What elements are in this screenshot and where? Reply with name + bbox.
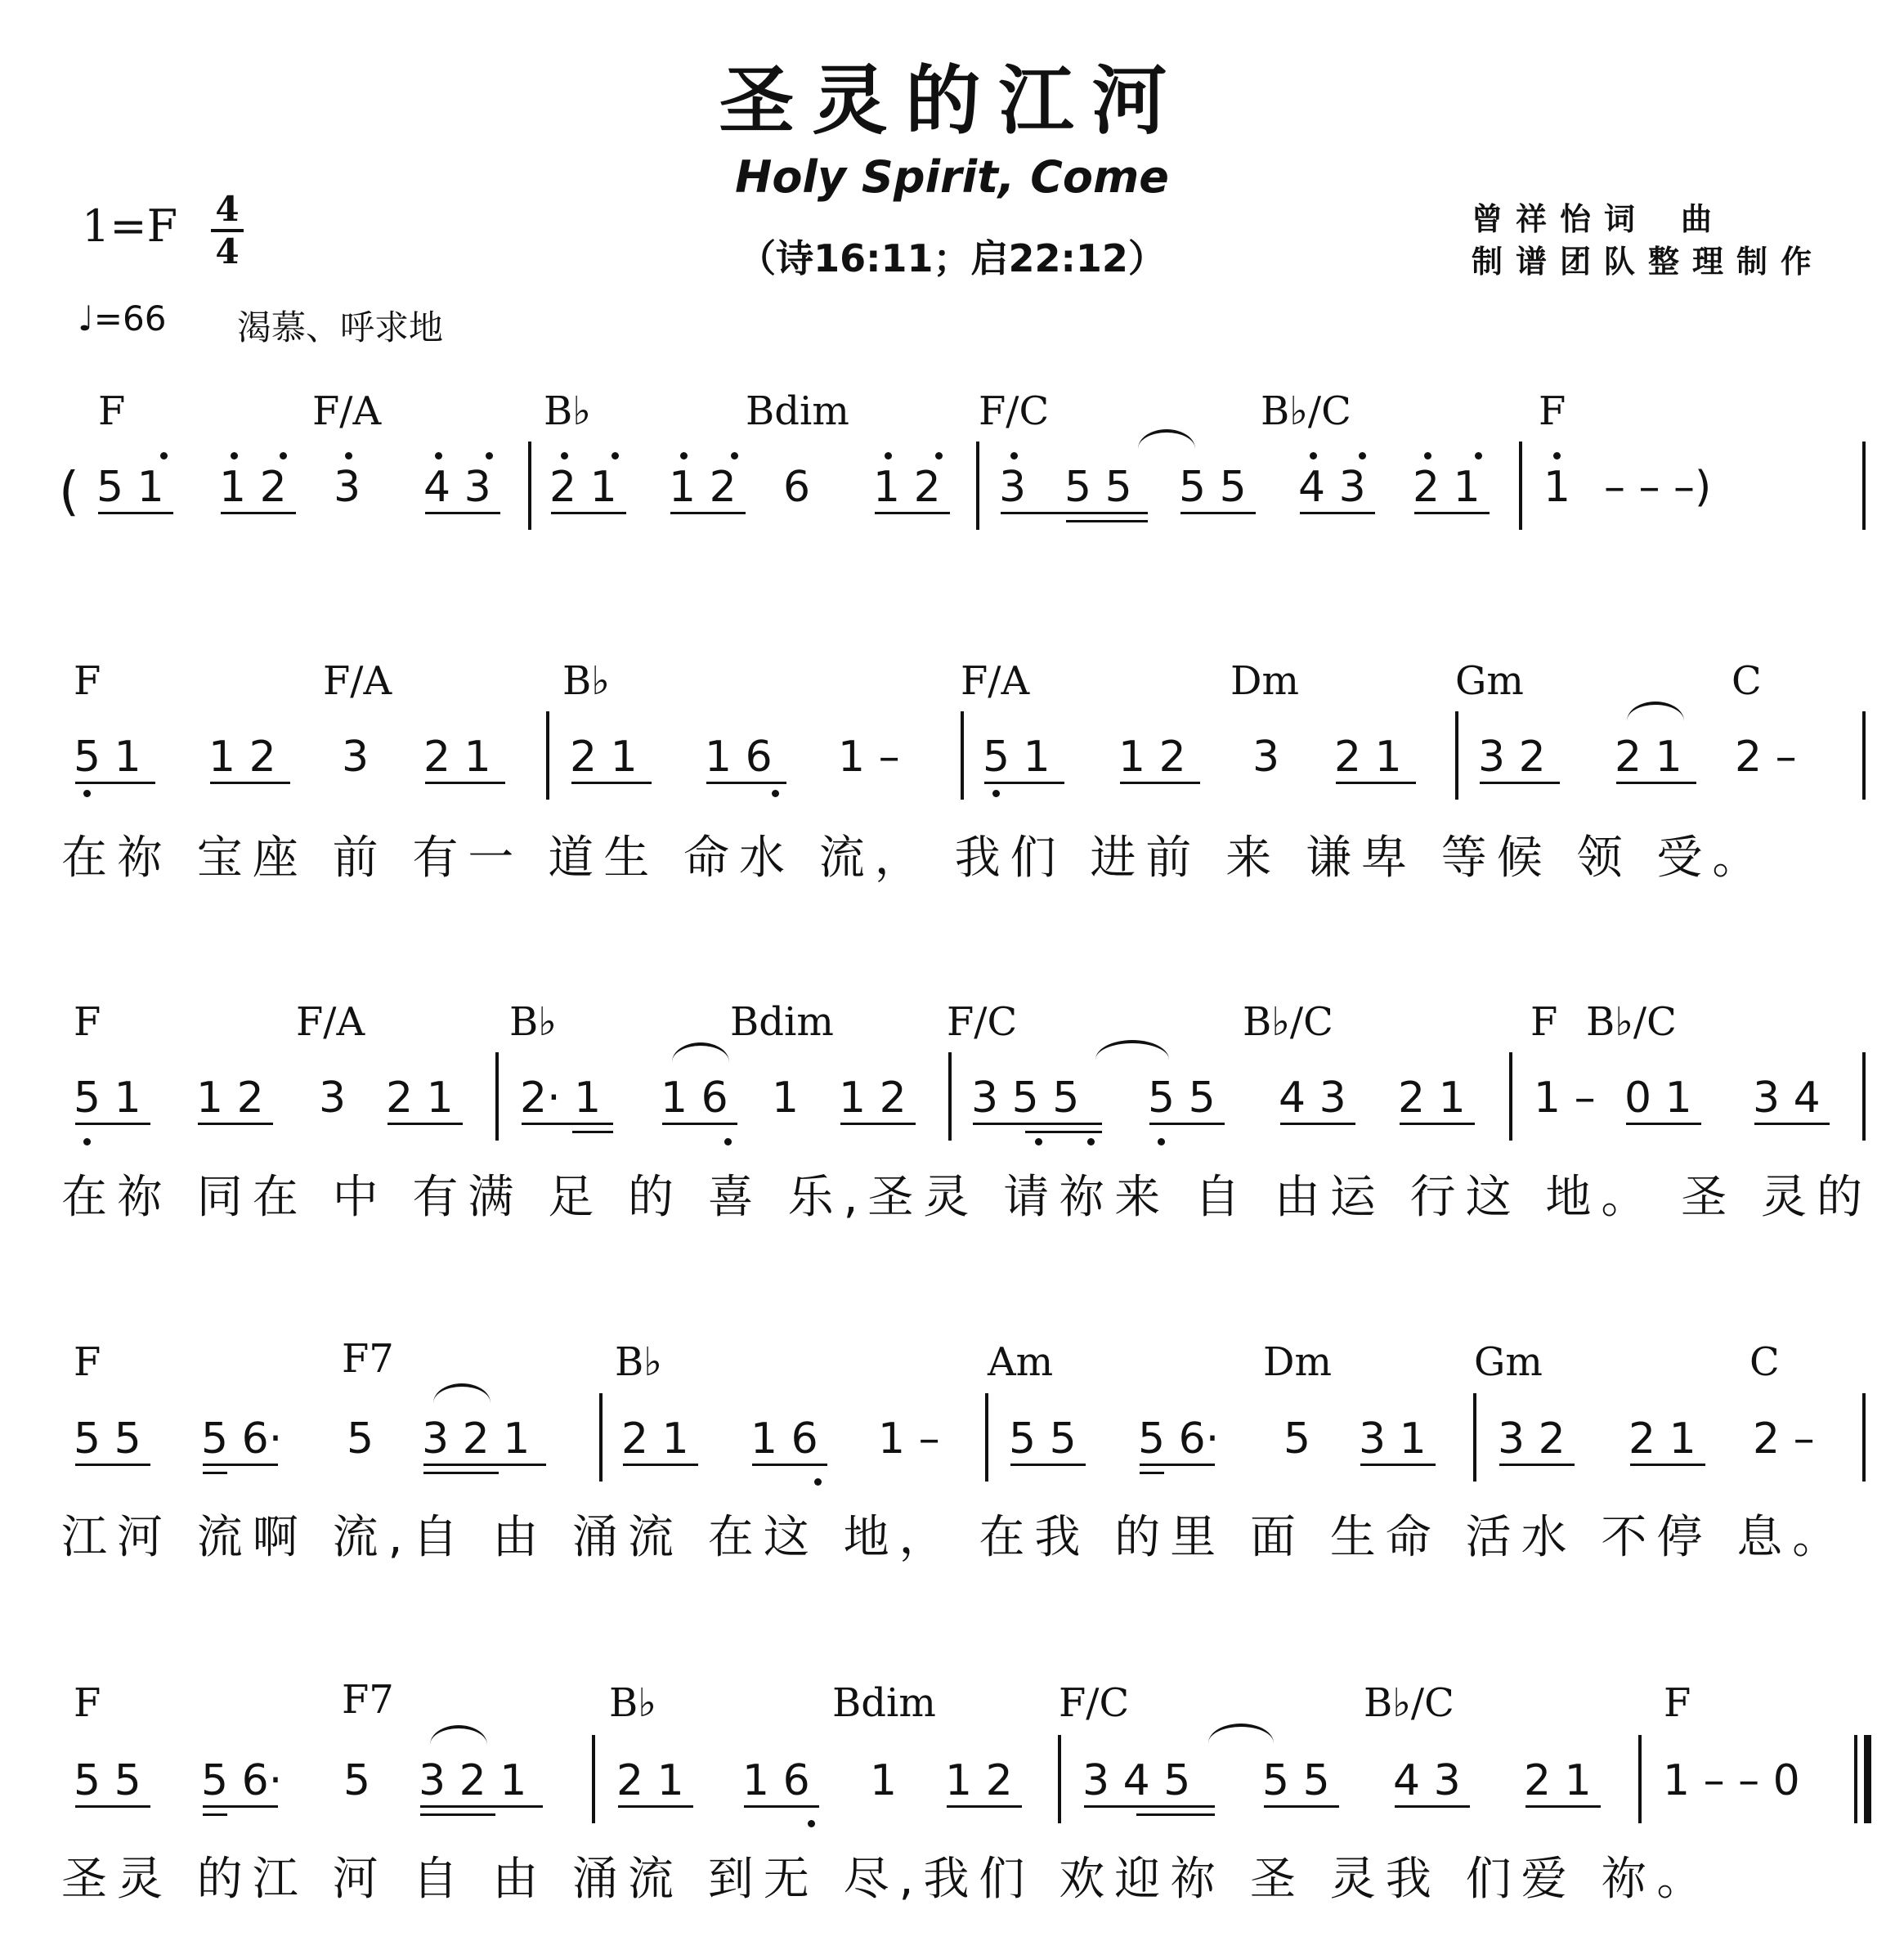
beam bbox=[984, 782, 1064, 784]
octave-dot bbox=[935, 452, 943, 459]
note-group: 3 5 5 bbox=[971, 1074, 1080, 1123]
chord: F bbox=[1539, 388, 1566, 434]
beam bbox=[875, 512, 950, 514]
note-group: 1 6 bbox=[742, 1756, 810, 1805]
beam bbox=[1025, 1131, 1102, 1133]
beam bbox=[198, 1123, 273, 1125]
note-group: 1 – bbox=[838, 733, 900, 782]
note-group: 3 4 5 bbox=[1082, 1756, 1191, 1805]
octave-dot bbox=[280, 452, 287, 459]
barline bbox=[1862, 1052, 1866, 1141]
beam bbox=[423, 1472, 499, 1474]
note-group: 3 bbox=[1252, 733, 1280, 782]
beam bbox=[662, 1123, 737, 1125]
octave-dot bbox=[1424, 452, 1431, 459]
note-group: 5 1 bbox=[983, 733, 1051, 782]
note-group: 2 1 bbox=[549, 463, 617, 512]
beam bbox=[522, 1123, 613, 1125]
note-group: 5 5 bbox=[1262, 1756, 1330, 1805]
octave-dot bbox=[1475, 452, 1482, 459]
note-group: 1 2 bbox=[945, 1756, 1013, 1805]
chord: F bbox=[74, 999, 101, 1045]
octave-dot bbox=[612, 452, 619, 459]
octave-dot bbox=[731, 452, 738, 459]
beam bbox=[420, 1805, 543, 1808]
beam bbox=[75, 1464, 150, 1466]
time-signature-top: 4 bbox=[215, 189, 240, 229]
beam bbox=[98, 512, 173, 514]
chord: F/A bbox=[296, 999, 365, 1045]
note-group: – – –) bbox=[1604, 463, 1712, 512]
barline bbox=[976, 442, 979, 530]
note-group: 1 2 bbox=[208, 733, 276, 782]
note-group: 5 bbox=[347, 1414, 374, 1464]
tie bbox=[672, 1042, 729, 1062]
chord: Dm bbox=[1263, 1339, 1332, 1385]
barline bbox=[546, 711, 549, 800]
lyrics-line: 在祢 同在 中 有满 足 的 喜 乐,圣灵 请祢来 自 由运 行这 地。 圣 灵的 bbox=[61, 1171, 1873, 1224]
beam bbox=[75, 1123, 150, 1125]
note-group: 5 5 bbox=[1148, 1074, 1216, 1123]
beam bbox=[1149, 1123, 1225, 1125]
note-group: 1 bbox=[1543, 463, 1571, 512]
note-group: 3 2 bbox=[1478, 733, 1546, 782]
barline bbox=[1058, 1735, 1061, 1823]
tie bbox=[1095, 1040, 1169, 1060]
chord: B♭ bbox=[609, 1680, 656, 1726]
beam bbox=[1280, 1123, 1355, 1125]
note-group: 1 6 bbox=[661, 1074, 728, 1123]
beam bbox=[1180, 512, 1256, 514]
note-group: 1 bbox=[870, 1756, 898, 1805]
barline bbox=[948, 1052, 952, 1141]
barline bbox=[1509, 1052, 1512, 1141]
note-group: 5 bbox=[1284, 1414, 1311, 1464]
note-group: 1 – bbox=[878, 1414, 940, 1464]
low-octave-dot bbox=[1035, 1138, 1042, 1145]
beam bbox=[670, 512, 746, 514]
beam bbox=[203, 1464, 278, 1466]
octave-dot bbox=[680, 452, 688, 459]
beam bbox=[1066, 520, 1148, 522]
octave-dot bbox=[561, 452, 568, 459]
tie bbox=[433, 1383, 491, 1403]
beam bbox=[203, 1813, 227, 1816]
note-group: 1 6 bbox=[750, 1414, 818, 1464]
chord: Gm bbox=[1455, 658, 1524, 704]
beam bbox=[752, 1464, 827, 1466]
chord: Dm bbox=[1230, 658, 1299, 704]
beam bbox=[1136, 1813, 1215, 1816]
note-group: 2 – bbox=[1753, 1414, 1815, 1464]
beam bbox=[706, 782, 786, 784]
chord: F bbox=[74, 1339, 101, 1385]
chord: C bbox=[1749, 1339, 1780, 1385]
note-group: 2 – bbox=[1735, 733, 1797, 782]
time-signature-bottom: 4 bbox=[215, 231, 240, 271]
note-group: 1 – bbox=[1534, 1074, 1596, 1123]
low-octave-dot bbox=[83, 1138, 91, 1145]
note-group: 3 2 bbox=[1498, 1414, 1566, 1464]
note-group: 2· 1 bbox=[520, 1074, 602, 1123]
note-group: 3 2 1 bbox=[419, 1756, 527, 1805]
note-group: 3 2 1 bbox=[422, 1414, 531, 1464]
credit-arranger: 制谱团队整理制作 bbox=[1472, 244, 1826, 280]
barline bbox=[528, 442, 531, 530]
lyrics-line: 江河 流啊 流,自 由 涌流 在这 地， 在我 的里 面 生命 活水 不停 息。 bbox=[61, 1511, 1848, 1564]
scripture-reference: （诗16:11；启22:12） bbox=[738, 236, 1166, 280]
note-group: 4 3 bbox=[1279, 1074, 1346, 1123]
beam bbox=[1001, 512, 1148, 514]
barline bbox=[961, 711, 964, 800]
low-octave-dot bbox=[1158, 1138, 1165, 1145]
beam bbox=[1499, 1464, 1575, 1466]
chord: B♭/C bbox=[1586, 999, 1677, 1045]
beam bbox=[1616, 782, 1696, 784]
beam bbox=[1010, 1464, 1086, 1466]
note-group: 4 3 bbox=[1393, 1756, 1461, 1805]
beam bbox=[1360, 1464, 1436, 1466]
beam bbox=[1525, 1805, 1601, 1808]
note-group: 5 5 bbox=[1009, 1414, 1077, 1464]
note-group: 1 2 bbox=[196, 1074, 264, 1123]
note-group: 2 1 bbox=[570, 733, 638, 782]
beam bbox=[1264, 1805, 1339, 1808]
expression-mark: 渴慕、呼求地 bbox=[237, 307, 444, 347]
low-octave-dot bbox=[83, 790, 91, 797]
chord: Bdim bbox=[730, 999, 834, 1045]
barline bbox=[1519, 442, 1522, 530]
chord: F/A bbox=[323, 658, 392, 704]
note-group: 0 1 bbox=[1624, 1074, 1692, 1123]
tie bbox=[1208, 1724, 1274, 1743]
beam bbox=[623, 1464, 698, 1466]
note-group: 4 3 bbox=[423, 463, 491, 512]
chord: B♭ bbox=[562, 658, 610, 704]
low-octave-dot bbox=[772, 790, 779, 797]
chord: F/C bbox=[1059, 1680, 1130, 1726]
note-group: 5 6· bbox=[1138, 1414, 1220, 1464]
beam bbox=[1300, 512, 1375, 514]
note-group: 2 1 bbox=[1398, 1074, 1466, 1123]
octave-dot bbox=[885, 452, 892, 459]
beam bbox=[388, 1123, 463, 1125]
beam bbox=[203, 1472, 227, 1474]
note-group: 2 1 bbox=[386, 1074, 454, 1123]
octave-dot bbox=[486, 452, 493, 459]
final-barline-thin bbox=[1854, 1735, 1857, 1823]
chord: B♭/C bbox=[1243, 999, 1333, 1045]
beam bbox=[1395, 1805, 1470, 1808]
beam bbox=[420, 1813, 495, 1816]
note-group: 2 1 bbox=[1413, 463, 1481, 512]
note-group: 2 1 bbox=[1334, 733, 1402, 782]
song-subtitle: Holy Spirit, Come bbox=[735, 151, 1169, 203]
barline bbox=[985, 1393, 988, 1482]
chord: C bbox=[1732, 658, 1762, 704]
note-group: 1 6 bbox=[705, 733, 773, 782]
chord: B♭/C bbox=[1261, 388, 1351, 434]
low-octave-dot bbox=[724, 1138, 732, 1145]
beam bbox=[1140, 1464, 1215, 1466]
note-group: 5 5 bbox=[74, 1756, 141, 1805]
tempo-mark: ♩=66 bbox=[78, 298, 167, 338]
credit-author: 曾祥怡词 bbox=[1472, 201, 1649, 237]
beam bbox=[1480, 782, 1560, 784]
tie bbox=[430, 1725, 487, 1745]
note-group: 5 6· bbox=[201, 1756, 283, 1805]
octave-dot bbox=[345, 452, 352, 459]
barline bbox=[1862, 1393, 1866, 1482]
chord: F bbox=[1530, 999, 1558, 1045]
note-group: 3 1 bbox=[1359, 1414, 1427, 1464]
note-group: 5 bbox=[343, 1756, 371, 1805]
note-group: 2 1 bbox=[1615, 733, 1682, 782]
beam bbox=[571, 782, 652, 784]
note-group: 1 2 bbox=[1118, 733, 1186, 782]
tie bbox=[1138, 429, 1195, 449]
barline bbox=[1862, 442, 1866, 530]
note-group: 3 bbox=[342, 733, 370, 782]
chord: Am bbox=[988, 1339, 1054, 1385]
octave-dot bbox=[435, 452, 442, 459]
credits bbox=[1472, 198, 1825, 283]
note-group: 5 5 bbox=[1064, 463, 1132, 512]
beam bbox=[1120, 782, 1200, 784]
chord: F7 bbox=[342, 1677, 394, 1723]
barline bbox=[1862, 711, 1866, 800]
chord: F/C bbox=[979, 388, 1050, 434]
note-group: 2 1 bbox=[621, 1414, 689, 1464]
barline bbox=[1455, 711, 1458, 800]
beam bbox=[423, 1464, 546, 1466]
key-signature: 1=F bbox=[82, 200, 178, 252]
note-group: 5 5 bbox=[1179, 463, 1247, 512]
chord: F/A bbox=[312, 388, 382, 434]
barline bbox=[592, 1735, 595, 1823]
lyrics-line: 在祢 宝座 前 有一 道生 命水 流， 我们 进前 来 谦卑 等候 领 受。 bbox=[61, 832, 1768, 885]
chord: F/A bbox=[961, 658, 1030, 704]
chord: Bdim bbox=[746, 388, 849, 434]
note-group: 1 2 bbox=[873, 463, 941, 512]
beam bbox=[221, 512, 296, 514]
beam bbox=[840, 1123, 916, 1125]
note-group: 3 4 bbox=[1753, 1074, 1821, 1123]
beam bbox=[1400, 1123, 1475, 1125]
note-group: 1 – – 0 bbox=[1663, 1756, 1800, 1805]
note-group: 6 bbox=[783, 463, 811, 512]
note-group: 1 2 bbox=[219, 463, 287, 512]
beam bbox=[973, 1123, 1102, 1125]
beam bbox=[210, 782, 290, 784]
chord: F bbox=[1664, 1680, 1691, 1726]
beam bbox=[1084, 1805, 1215, 1808]
beam bbox=[618, 1805, 693, 1808]
credit-author-tail: 曲 bbox=[1681, 201, 1726, 237]
chord: B♭ bbox=[509, 999, 557, 1045]
final-barline-thick bbox=[1864, 1735, 1871, 1823]
lyrics-line: 圣灵 的江 河 自 由 涌流 到无 尽,我们 欢迎祢 圣 灵我 们爱 祢。 bbox=[61, 1853, 1713, 1906]
beam bbox=[75, 782, 155, 784]
octave-dot bbox=[231, 452, 238, 459]
barline bbox=[1638, 1735, 1642, 1823]
chord: Bdim bbox=[832, 1680, 936, 1726]
octave-dot bbox=[1553, 452, 1561, 459]
chord: F7 bbox=[342, 1336, 394, 1382]
note-group: 1 bbox=[772, 1074, 800, 1123]
tie bbox=[1627, 702, 1684, 721]
chord: Gm bbox=[1474, 1339, 1543, 1385]
beam bbox=[1754, 1123, 1830, 1125]
note-group: 1 2 bbox=[669, 463, 737, 512]
note-group: 3 bbox=[334, 463, 361, 512]
chord: F bbox=[98, 388, 126, 434]
low-octave-dot bbox=[1087, 1138, 1095, 1145]
beam bbox=[1336, 782, 1416, 784]
time-signature bbox=[211, 191, 244, 270]
octave-dot bbox=[1310, 452, 1317, 459]
beam bbox=[744, 1805, 819, 1808]
chord: B♭ bbox=[544, 388, 591, 434]
octave-dot bbox=[1359, 452, 1366, 459]
note-group: 5 6· bbox=[201, 1414, 283, 1464]
chord: F/C bbox=[947, 999, 1018, 1045]
note-group: 2 1 bbox=[1628, 1414, 1696, 1464]
barline bbox=[599, 1393, 603, 1482]
beam bbox=[1140, 1472, 1164, 1474]
beam bbox=[425, 512, 500, 514]
note-group: 3 bbox=[999, 463, 1027, 512]
note-group: 1 2 bbox=[839, 1074, 907, 1123]
note-group: 2 1 bbox=[423, 733, 491, 782]
octave-dot bbox=[1010, 452, 1018, 459]
beam bbox=[947, 1805, 1022, 1808]
chord: F bbox=[74, 658, 101, 704]
octave-dot bbox=[160, 452, 168, 459]
barline bbox=[495, 1052, 499, 1141]
chord: B♭/C bbox=[1364, 1680, 1454, 1726]
beam bbox=[572, 1131, 613, 1133]
note-group: 5 1 bbox=[74, 1074, 141, 1123]
low-octave-dot bbox=[992, 790, 1000, 797]
beam bbox=[1630, 1464, 1705, 1466]
note-group: 5 1 bbox=[96, 463, 164, 512]
low-octave-dot bbox=[808, 1820, 815, 1827]
song-title: 圣灵的江河 bbox=[719, 57, 1185, 145]
beam bbox=[551, 512, 626, 514]
note-group: 2 1 bbox=[616, 1756, 684, 1805]
low-octave-dot bbox=[814, 1478, 822, 1486]
note-paren: ( bbox=[59, 462, 79, 522]
note-group: 5 1 bbox=[74, 733, 141, 782]
barline bbox=[1473, 1393, 1476, 1482]
beam bbox=[1414, 512, 1490, 514]
note-group: 2 1 bbox=[1524, 1756, 1592, 1805]
beam bbox=[425, 782, 505, 784]
chord: B♭ bbox=[615, 1339, 662, 1385]
note-group: 4 3 bbox=[1298, 463, 1366, 512]
note-group: 3 bbox=[319, 1074, 347, 1123]
beam bbox=[1626, 1123, 1701, 1125]
beam bbox=[203, 1805, 278, 1808]
beam bbox=[75, 1805, 150, 1808]
note-group: 5 5 bbox=[74, 1414, 141, 1464]
chord: F bbox=[74, 1680, 101, 1726]
